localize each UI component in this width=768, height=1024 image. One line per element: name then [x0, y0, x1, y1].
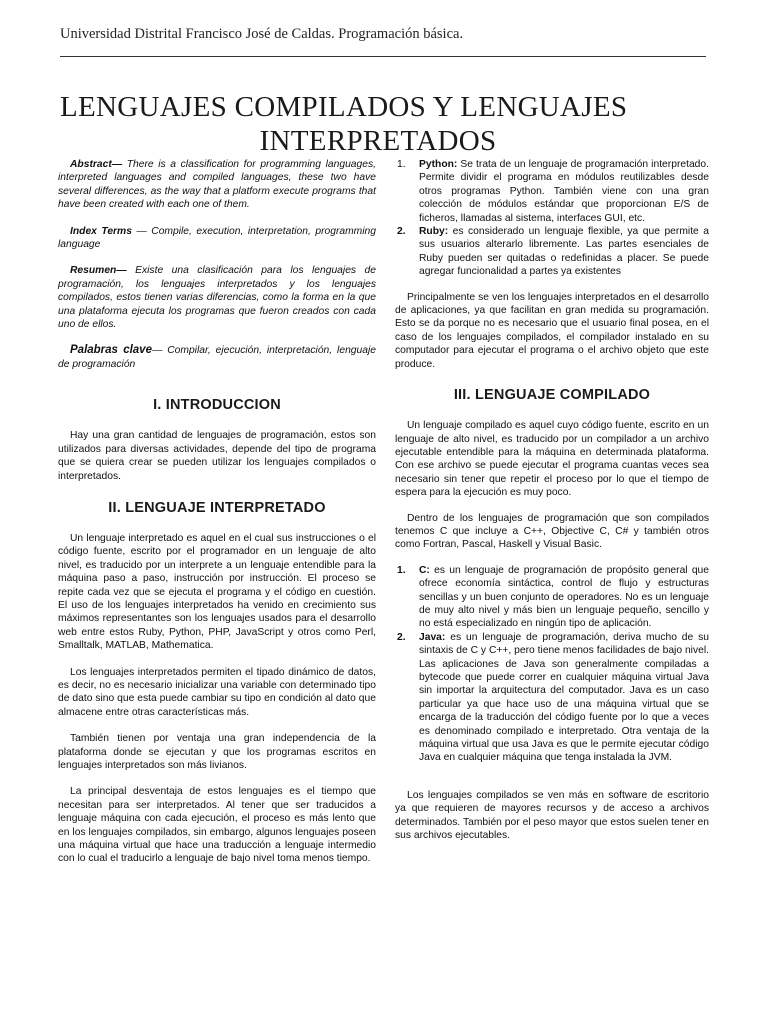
interpretado-paragraph-1: Un lenguaje interpretado es aquel en el cual sus instrucciones o el código fuente, escrito por el programador en un lenguaje de alto nivel, es traducido por un interprete a un lenguaje entendible para la máquina paso a paso, instrucción por instrucción. El proceso se repite cada vez que se ejecuta el programa y el código en cuestión. El uso de los lenguajes interpretados ha venido en crecimiento sus máximos representantes son los lenguajes usados para el desarrollo web entre estos Ruby, Python, PHP, JavaScript y otros como Perl, Smalltalk, MATLAB, Mathematica. — [58, 532, 376, 652]
list-item — [395, 225, 709, 279]
abstract — [58, 158, 376, 212]
interpretado-paragraph-5: Principalmente se ven los lenguajes interpretados en el desarrollo de aplicaciones, ya que facilitan en gran medida su programación. Esto se da porque no es necesario que el usuario final posea, en el caso de los lenguajes compilados, el compilador instalado en su computador para ejecutar el programa o el archivo objeto que este produce. — [395, 291, 709, 370]
paper-title — [40, 90, 686, 158]
list-item-text: es considerado un lenguaje flexible, ya que permite a sus usuarios alterarlo libremente. Las partes esenciales de Ruby pueden ser quitadas o redefinidas a placer. Se puede agregar funcionalidad a partes ya existentes — [419, 226, 709, 278]
list-item-number: 1. — [397, 159, 406, 170]
list-item-name: Ruby: — [419, 226, 449, 238]
section-heading-interpretado: II. LENGUAJE INTERPRETADO — [108, 499, 326, 516]
palabras-clave — [58, 344, 376, 371]
right-column — [395, 158, 709, 842]
list-item-text: es un lenguaje de programación, deriva mucho de su sintaxis de C y C++, pero tiene menos facilidades de bajo nivel. Las aplicaciones de Java son generalmente compiladas a bytecode que puede correr en cualquier máquina virtual Java sin importar la arquitectura del computador. Java es un caso particular ya que hace uso de una máquina virtual que se encarga de la traducción del código fuente por lo que a veces es denominado compilado e interpretado. Otra ventaja de la máquina virtual que usa Java es que le permite ejecutar código Java en cualquier máquina que tenga instalada la JVM. — [419, 631, 709, 764]
resumen — [58, 264, 376, 331]
list-item-name: Python: — [419, 159, 458, 170]
interpreted-languages-list — [395, 158, 709, 279]
compilado-paragraph-2: Dentro de los lenguajes de programación que son compilados tenemos C que incluye a C++, Objective C, C# y también otros como Fortran, Pascal, Haskell y Visual Basic. — [395, 512, 709, 551]
compiled-languages-list — [395, 564, 709, 765]
interpretado-paragraph-4: La principal desventaja de estos lenguajes es el tiempo que necesitan para ser interpretados. Al tener que ser traducidos a lenguaje máquina con cada ejecución, el proceso es más lento que en los lenguajes compilados, sin embargo, algunos lenguajes poseen una máquina virtual que hace una traducción a lenguaje intermedio con lo cual el traducirlo a lenguaje de bajo nivel toma menos tiempo. — [58, 786, 376, 865]
compilado-paragraph-1: Un lenguaje compilado es aquel cuyo código fuente, escrito en un lenguaje de alto nivel, es traducido por un compilador a un archivo ejecutable entendible para la máquina en determinada plataforma. Con ese archivo se puede ejecutar el programa cuantas veces sea necesario sin tener que repetir el proceso por lo que el tiempo de espera para la ejecución es muy poco. — [395, 420, 709, 499]
section-heading-intro: I. INTRODUCCION — [153, 397, 281, 414]
compilado-paragraph-3: Los lenguajes compilados se ven más en software de escritorio ya que requieren de mayores recursos y de acceso a archivos determinados. También por el peso mayor que estos suelen tener en sus archivos ejecutables. — [395, 789, 709, 842]
resumen-text: Existe una clasificación para los lenguajes de programación, los lenguajes interpretados y los lenguajes compilados, estos tienen varias diferencias, como la forma en la que una plataforma ejecuta los programas que fueron creados con cada uno de ellos. — [58, 265, 376, 331]
header-rule — [60, 56, 706, 57]
list-item-name: Java: — [419, 631, 446, 643]
list-item-number: 2. — [397, 226, 406, 238]
list-item-text: es un lenguaje de programación de propósito general que ofrece economía sintáctica, control de flujo y estructuras sencillas y un buen conjunto de operadores. No es un lenguaje de muy alto nivel y más bien un lenguaje pequeño, sencillo y no está especializado en ningún tipo de aplicación. — [419, 564, 709, 630]
interpretado-paragraph-2: Los lenguajes interpretados permiten el tipado dinámico de datos, es decir, no es necesario inicializar una variable con determinado tipo de dato sino que esta puede cambiar su tipo en condición al dato que almacene entre otras características más. — [58, 666, 376, 718]
title-line-1: LENGUAJES COMPILADOS Y LENGUAJES — [60, 91, 628, 123]
abstract-label: Abstract— — [70, 159, 123, 170]
index-terms — [58, 225, 376, 252]
list-item — [395, 631, 709, 765]
palabras-clave-label: Palabras clave — [70, 344, 152, 357]
resumen-label: Resumen— — [70, 265, 127, 277]
interpretado-paragraph-3: También tienen por ventaja una gran independencia de la plataforma donde se ejecutan y que los programas escritos en lenguajes interpretados son más livianos. — [58, 733, 376, 771]
abstract-text: There is a classification for programming languages, interpreted languages and compiled languages, these two have several differences, as the way that a platform execute programs that have been created with each one of them. — [58, 159, 376, 211]
list-item-number: 1. — [397, 564, 406, 576]
index-terms-label: Index Terms — [70, 225, 132, 237]
list-item — [395, 158, 709, 225]
left-column — [58, 158, 376, 866]
title-line-2: INTERPRETADOS — [259, 125, 497, 157]
list-item-name: C: — [419, 564, 430, 576]
list-item-number: 2. — [397, 631, 406, 643]
index-terms-text: — Compile, execution, interpretation, programming language — [58, 225, 376, 251]
list-item-text: Se trata de un lenguaje de programación interpretado. Permite dividir el programa en módulos reutilizables desde otros programas Python. También viene con una gran colección de módulos estándar que proporcionan E/S de ficheros, llamadas al sistema, interfaces GUI, etc. — [419, 159, 709, 224]
running-head: Universidad Distrital Francisco José de Caldas. Programación básica. — [60, 26, 464, 42]
section-heading-compilado: III. LENGUAJE COMPILADO — [453, 387, 651, 404]
intro-paragraph-1: Hay una gran cantidad de lenguajes de programación, estos son utilizados para diversas actividades, depende del tipo de programa que se quiera crear se pueden utilizar los lenguajes compilados o interpretados. — [58, 430, 376, 482]
list-item — [395, 564, 709, 631]
palabras-clave-text: — Compilar, ejecución, interpretación, lenguaje de programación — [58, 345, 376, 370]
